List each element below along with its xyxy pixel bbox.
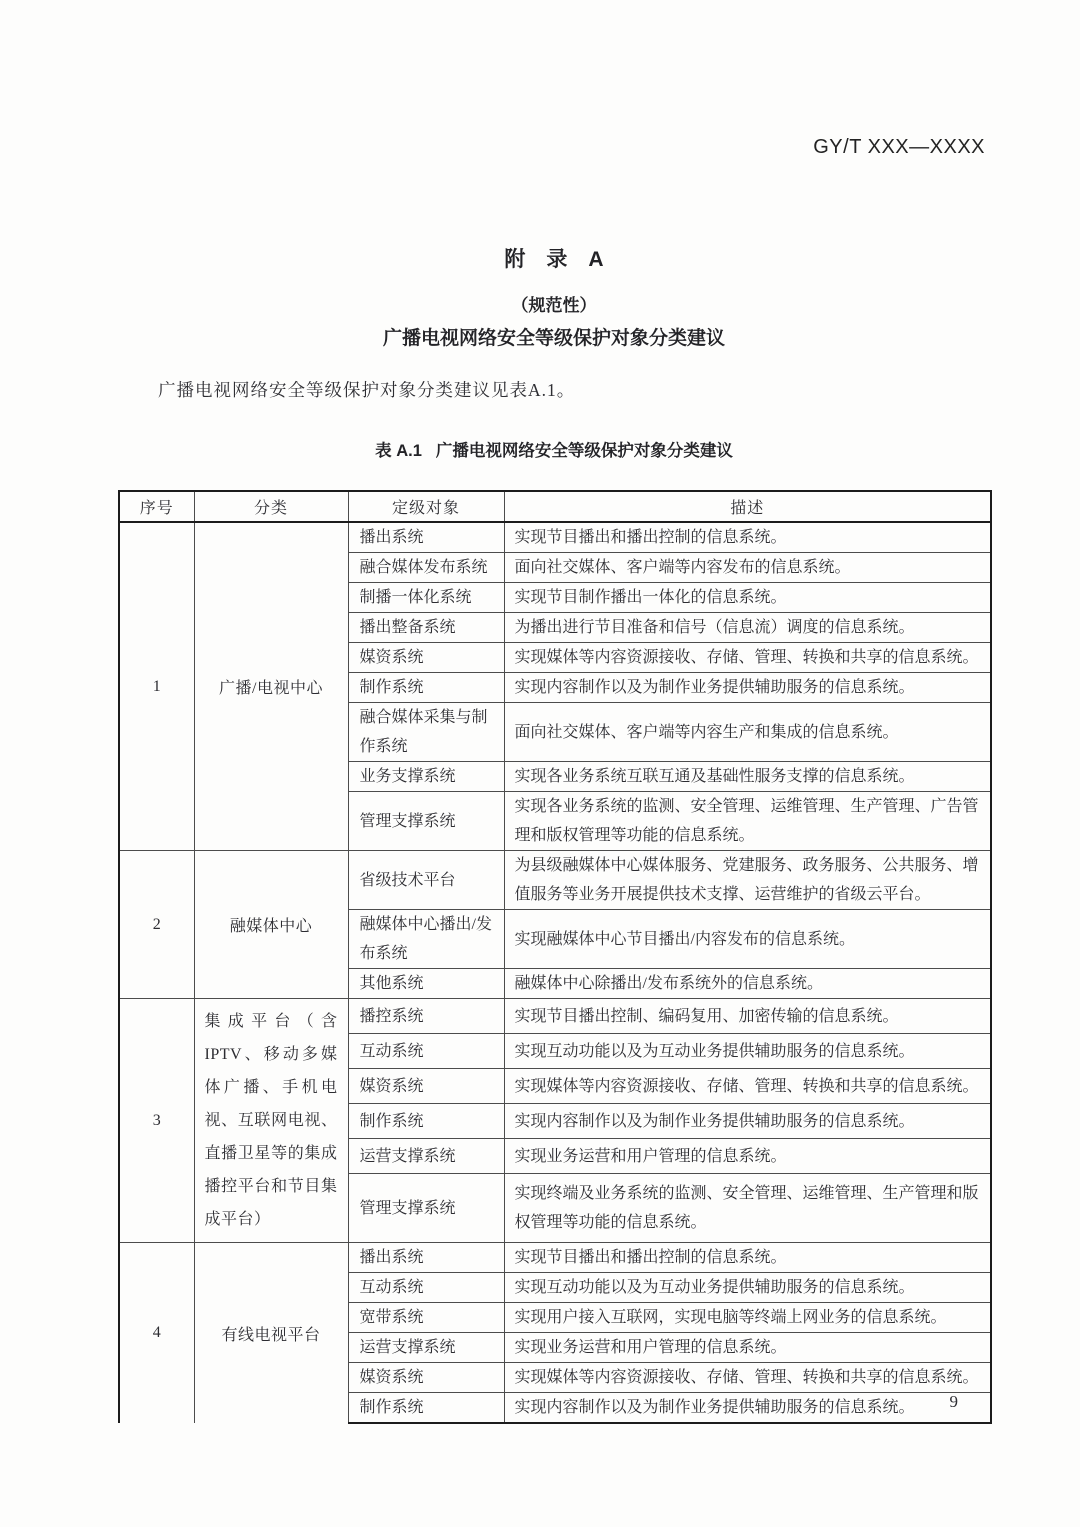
cell-desc: 为县级融媒体中心媒体服务、党建服务、政务服务、公共服务、增值服务等业务开展提供技术支撑、运营维护的省级云平台。 — [504, 851, 991, 910]
cell-object: 制作系统 — [348, 673, 504, 703]
cell-object: 省级技术平台 — [348, 851, 504, 910]
cell-desc: 实现媒体等内容资源接收、存储、管理、转换和共享的信息系统。 — [504, 1069, 991, 1104]
cell-desc: 实现内容制作以及为制作业务提供辅助服务的信息系统。 — [504, 1104, 991, 1139]
cell-object: 制播一体化系统 — [348, 583, 504, 613]
cell-object: 其他系统 — [348, 969, 504, 999]
cell-object: 运营支撑系统 — [348, 1333, 504, 1363]
cell-object: 制作系统 — [348, 1393, 504, 1424]
table-row — [119, 999, 991, 1034]
appendix-title: 附 录 A — [504, 248, 604, 271]
cell-desc: 实现节目播出和播出控制的信息系统。 — [504, 522, 991, 553]
appendix-heading: 广播电视网络安全等级保护对象分类建议 — [382, 328, 725, 349]
cell-index: 2 — [119, 851, 194, 999]
cell-desc: 实现媒体等内容资源接收、存储、管理、转换和共享的信息系统。 — [504, 1363, 991, 1393]
doc-number: GY/T XXX—XXXX — [813, 136, 985, 158]
page-number: 9 — [949, 1392, 958, 1411]
cell-desc: 面向社交媒体、客户端等内容生产和集成的信息系统。 — [504, 703, 991, 762]
cell-object: 互动系统 — [348, 1273, 504, 1303]
cell-desc: 为播出进行节目准备和信号（信息流）调度的信息系统。 — [504, 613, 991, 643]
cell-category: 融媒体中心 — [194, 851, 348, 999]
table-row — [119, 522, 991, 553]
cell-object: 播出系统 — [348, 522, 504, 553]
cell-desc: 实现节目播出控制、编码复用、加密传输的信息系统。 — [504, 999, 991, 1034]
cell-object: 融媒体中心播出/发布系统 — [348, 910, 504, 969]
appendix-normative-label: （规范性） — [511, 296, 597, 315]
cell-object: 融合媒体发布系统 — [348, 553, 504, 583]
cell-desc: 实现用户接入互联网，实现电脑等终端上网业务的信息系统。 — [504, 1303, 991, 1333]
table-caption-title: 广播电视网络安全等级保护对象分类建议 — [435, 442, 733, 460]
cell-index: 1 — [119, 522, 194, 851]
table-row — [119, 1243, 991, 1273]
cell-category: 广播/电视中心 — [194, 522, 348, 851]
cell-desc: 实现内容制作以及为制作业务提供辅助服务的信息系统。 — [504, 673, 991, 703]
cell-desc: 实现融媒体中心节目播出/内容发布的信息系统。 — [504, 910, 991, 969]
cell-object: 宽带系统 — [348, 1303, 504, 1333]
cell-desc: 面向社交媒体、客户端等内容发布的信息系统。 — [504, 553, 991, 583]
cell-object: 播出整备系统 — [348, 613, 504, 643]
cell-desc: 实现各业务系统的监测、安全管理、运维管理、生产管理、广告管理和版权管理等功能的信息系统。 — [504, 792, 991, 851]
cell-desc: 实现媒体等内容资源接收、存储、管理、转换和共享的信息系统。 — [504, 643, 991, 673]
cell-desc: 融媒体中心除播出/发布系统外的信息系统。 — [504, 969, 991, 999]
table-header — [119, 491, 991, 522]
cell-desc: 实现节目播出和播出控制的信息系统。 — [504, 1243, 991, 1273]
cell-object: 媒资系统 — [348, 1069, 504, 1104]
cell-object: 媒资系统 — [348, 1363, 504, 1393]
intro-paragraph: 广播电视网络安全等级保护对象分类建议见表A.1。 — [158, 380, 576, 400]
table-caption-label: 表 A.1 — [375, 442, 422, 460]
header-cell: 描述 — [504, 491, 991, 522]
table-caption — [118, 437, 990, 461]
cell-desc: 实现业务运营和用户管理的信息系统。 — [504, 1333, 991, 1363]
cell-desc: 实现终端及业务系统的监测、安全管理、运维管理、生产管理和版权管理等功能的信息系统。 — [504, 1174, 991, 1243]
cell-object: 运营支撑系统 — [348, 1139, 504, 1174]
cell-desc: 实现互动功能以及为互动业务提供辅助服务的信息系统。 — [504, 1034, 991, 1069]
cell-object: 媒资系统 — [348, 643, 504, 673]
cell-desc: 实现内容制作以及为制作业务提供辅助服务的信息系统。 — [504, 1393, 991, 1424]
header-cell: 序号 — [119, 491, 194, 522]
classification-table — [118, 490, 992, 1424]
table-header-row — [119, 491, 991, 522]
cell-object: 融合媒体采集与制作系统 — [348, 703, 504, 762]
cell-object: 管理支撑系统 — [348, 792, 504, 851]
cell-category: 集成平台（含 IPTV、移动多媒体广播、手机电视、互联网电视、直播卫星等的集成播控平台和节目集成平台） — [194, 999, 348, 1243]
cell-index: 3 — [119, 999, 194, 1243]
cell-desc: 实现节目制作播出一体化的信息系统。 — [504, 583, 991, 613]
cell-desc: 实现各业务系统互联互通及基础性服务支撑的信息系统。 — [504, 762, 991, 792]
cell-index: 4 — [119, 1243, 194, 1424]
cell-desc: 实现互动功能以及为互动业务提供辅助服务的信息系统。 — [504, 1273, 991, 1303]
cell-object: 播控系统 — [348, 999, 504, 1034]
table-row — [119, 851, 991, 910]
cell-object: 业务支撑系统 — [348, 762, 504, 792]
cell-object: 管理支撑系统 — [348, 1174, 504, 1243]
header-cell: 定级对象 — [348, 491, 504, 522]
header-cell: 分类 — [194, 491, 348, 522]
cell-object: 互动系统 — [348, 1034, 504, 1069]
cell-desc: 实现业务运营和用户管理的信息系统。 — [504, 1139, 991, 1174]
table-body — [119, 522, 991, 1423]
cell-object: 播出系统 — [348, 1243, 504, 1273]
cell-category: 有线电视平台 — [194, 1243, 348, 1424]
cell-object: 制作系统 — [348, 1104, 504, 1139]
